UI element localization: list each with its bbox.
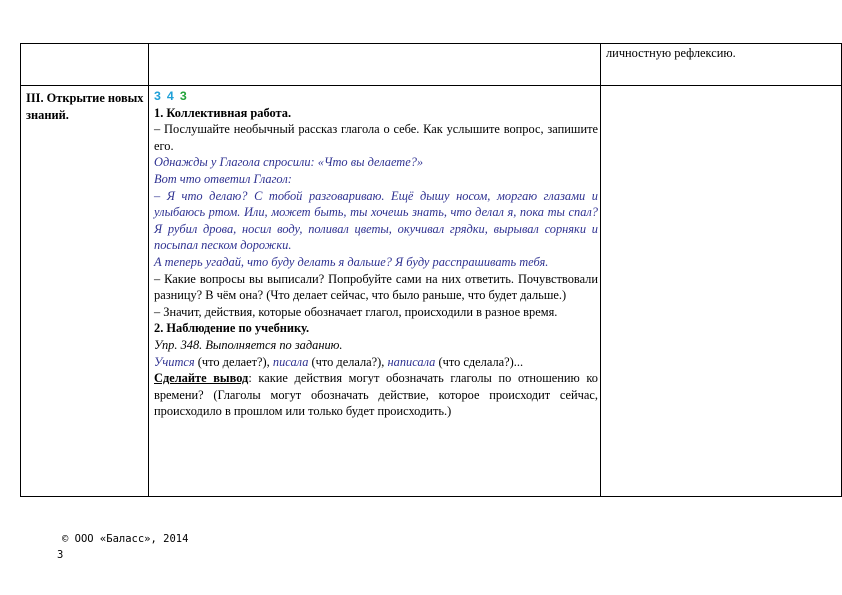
example-question-2: (что делала?), xyxy=(308,354,388,369)
example-word-2: писала xyxy=(272,354,309,369)
level-numbers xyxy=(154,88,598,105)
exercise-line: Упр. 348. Выполняется по заданию. xyxy=(154,337,343,352)
story-intro: Однажды у Глагола спросили: «Что вы делаете?» xyxy=(154,155,424,170)
example-question-1: (что делает?), xyxy=(194,354,273,369)
story-text: – Я что делаю? С тобой разговариваю. Ещё дышу носом, моргаю глазами и улыбаюсь ртом. Или, может быть, ты хочешь знать, что делал я, пока ты спал? Я рубил дрова, носил воду, поливал цветы, окучивал грядки, вырывал сорняки и посыпал песком дорожки. xyxy=(154,188,598,253)
stage-title: III. Открытие новых знаний. xyxy=(26,91,144,122)
conclusion-label: Сделайте вывод xyxy=(154,371,249,386)
level-number-1: 3 xyxy=(154,89,161,103)
footer-copyright: © ООО «Баласс», 2014 xyxy=(62,533,189,545)
footer-page-number: 3 xyxy=(57,549,64,561)
story-end: А теперь угадай, что буду делать я дальше? Я буду расспрашивать тебя. xyxy=(154,254,549,269)
column-divider-2 xyxy=(600,43,601,497)
prev-row-reflection: личностную рефлексию. xyxy=(606,46,736,60)
story-answer-intro: Вот что ответил Глагол: xyxy=(154,171,292,186)
level-number-3: 3 xyxy=(179,89,187,103)
examples-line xyxy=(154,354,598,371)
table-border-top xyxy=(20,43,842,44)
conclusion-text: : какие действия могут обозначать глаголы по отношению ко времени? (Глаголы могут обозначать действие, которое происходит сейчас, происходило в прошлом или только будет происходить.) xyxy=(154,371,599,419)
table-border-bottom xyxy=(20,496,842,497)
example-word-3: написала xyxy=(387,354,436,369)
row-divider xyxy=(20,85,842,86)
section1-title: 1. Коллективная работа. xyxy=(154,105,292,120)
table-border-left xyxy=(20,43,21,497)
column-divider-1 xyxy=(148,43,149,497)
instruction-1: – Послушайте необычный рассказ глагола о себе. Как услышите вопрос, запишите его. xyxy=(154,122,598,153)
example-question-3: (что сделала?)... xyxy=(435,354,524,369)
level-number-2: 4 xyxy=(166,89,174,103)
section2-title: 2. Наблюдение по учебнику. xyxy=(154,321,310,336)
example-word-1: Учится xyxy=(154,354,195,369)
question-1: – Какие вопросы вы выписали? Попробуйте сами на них ответить. Почувствовали разницу? В чём она? (Что делает сейчас, что было раньше, что будет дальше.) xyxy=(154,271,598,303)
conclusion-2 xyxy=(154,370,598,420)
conclusion-1: – Значит, действия, которые обозначает глагол, происходили в разное время. xyxy=(154,304,558,319)
lesson-content xyxy=(154,88,598,420)
lesson-table xyxy=(20,43,842,497)
